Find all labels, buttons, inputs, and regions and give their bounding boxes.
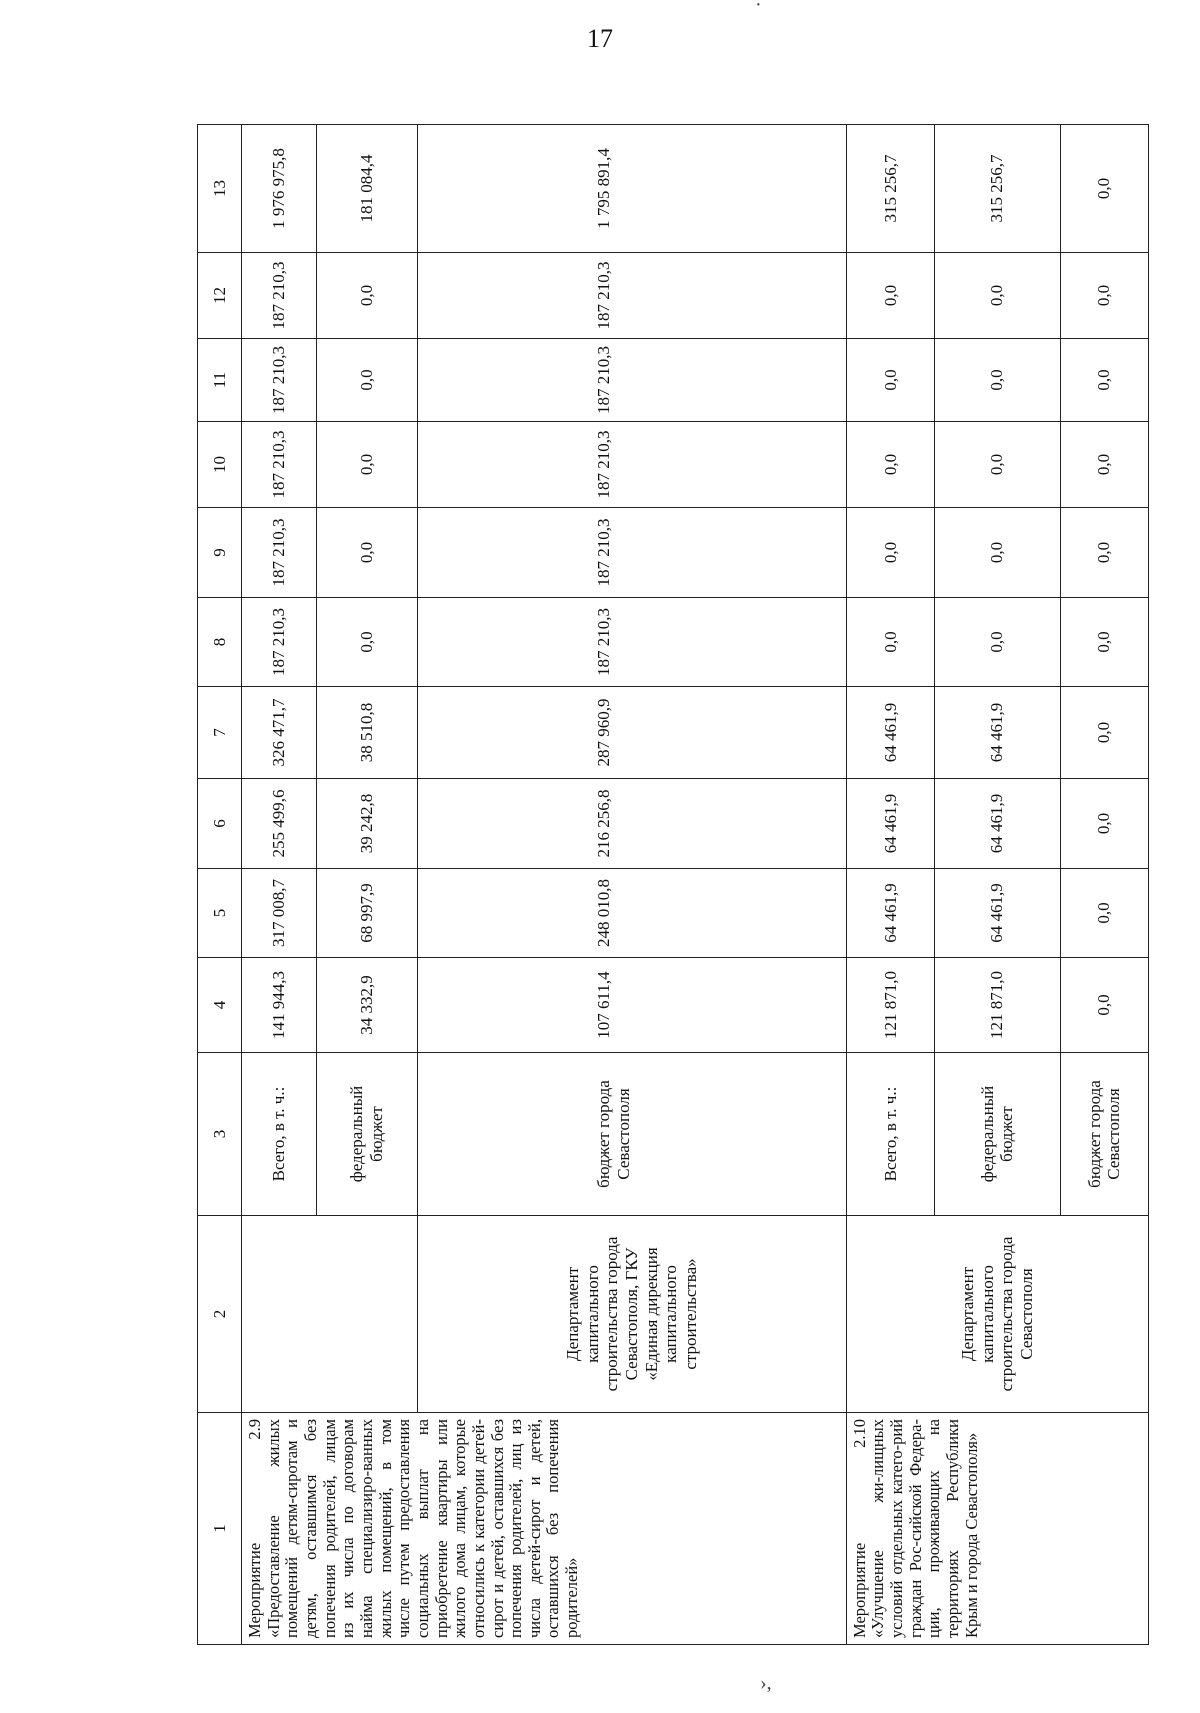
value-cell: 1 795 891,4	[590, 125, 846, 253]
column-header: 9	[198, 508, 242, 598]
value-cell: 0,0	[1060, 687, 1148, 779]
value-cell: 187 210,3	[590, 422, 846, 508]
value-cell: 326 471,7	[242, 687, 317, 779]
funding-category: бюджет города Севастополя	[1060, 1053, 1148, 1216]
column-header: 5	[198, 869, 242, 958]
responsible-department: Департамент капитального строительства города Севастополя	[846, 1216, 1148, 1413]
empty-cell	[418, 125, 591, 253]
value-cell: 0,0	[935, 598, 1060, 687]
column-header: 12	[198, 253, 242, 339]
value-cell: 0,0	[317, 508, 418, 598]
value-cell: 181 084,4	[317, 125, 418, 253]
empty-cell	[418, 508, 591, 598]
value-cell: 38 510,8	[317, 687, 418, 779]
value-cell: 0,0	[935, 339, 1060, 422]
value-cell: 248 010,8	[590, 869, 846, 958]
value-cell: 0,0	[1060, 598, 1148, 687]
value-cell: 0,0	[1060, 422, 1148, 508]
column-header: 7	[198, 687, 242, 779]
column-header: 4	[198, 958, 242, 1053]
value-cell: 0,0	[846, 508, 934, 598]
value-cell: 317 008,7	[242, 869, 317, 958]
funding-category: Всего, в т. ч.:	[846, 1053, 934, 1216]
scan-mark-top: ·	[755, 0, 762, 16]
empty-cell	[242, 1216, 317, 1413]
value-cell: 141 944,3	[242, 958, 317, 1053]
value-cell: 0,0	[1060, 508, 1148, 598]
value-cell: 0,0	[846, 598, 934, 687]
column-header: 11	[198, 339, 242, 422]
responsible-department: Департамент капитального строительства города Севастополя, ГКУ «Единая дирекция капитального строительства»	[418, 1216, 847, 1413]
scan-mark-bottom: ›,	[760, 1672, 772, 1694]
value-cell: 64 461,9	[935, 869, 1060, 958]
value-cell: 0,0	[846, 339, 934, 422]
funding-category: федеральный бюджет	[935, 1053, 1060, 1216]
table-row	[846, 125, 934, 1645]
value-cell: 287 960,9	[590, 687, 846, 779]
value-cell: 187 210,3	[242, 339, 317, 422]
value-cell: 187 210,3	[242, 598, 317, 687]
action-2-10-description: Мероприятие 2.10 «Улучшение жи-лищных условий отдельных катего-рий граждан Рос-сийской Федера-ции, проживающих на территориях Республики Крым и города Севастополя»	[846, 1413, 1148, 1645]
value-cell: 0,0	[317, 339, 418, 422]
column-header: 8	[198, 598, 242, 687]
value-cell: 64 461,9	[935, 779, 1060, 869]
value-cell: 39 242,8	[317, 779, 418, 869]
funding-category: Всего, в т. ч.:	[242, 1053, 317, 1216]
value-cell: 0,0	[317, 598, 418, 687]
column-header: 2	[198, 1216, 242, 1413]
empty-cell	[418, 253, 591, 339]
value-cell: 0,0	[1060, 253, 1148, 339]
value-cell: 107 611,4	[590, 958, 846, 1053]
empty-cell	[418, 958, 591, 1053]
value-cell: 1 976 975,8	[242, 125, 317, 253]
value-cell: 0,0	[846, 422, 934, 508]
action-2-9-description: Мероприятие 2.9 «Предоставление жилых помещений детям-сиротам и детям, оставшимся без попечения родителей, лицам из их числа по договорам найма специализиро-ванных жилых помещений, в том числе путем предоставления социальных выплат на приобретение квартиры или жилого дома лицам, которые относились к категории детей-сирот и детей, оставшихся без попечения родителей, лиц из числа детей-сирот и детей, оставшихся без попечения родителей»	[242, 1413, 847, 1645]
value-cell: 187 210,3	[590, 598, 846, 687]
column-header: 1	[198, 1413, 242, 1645]
value-cell: 187 210,3	[242, 253, 317, 339]
value-cell: 0,0	[1060, 779, 1148, 869]
empty-cell	[418, 339, 591, 422]
value-cell: 0,0	[935, 253, 1060, 339]
value-cell: 0,0	[935, 508, 1060, 598]
funding-category: федеральный бюджет	[317, 1053, 418, 1216]
value-cell: 121 871,0	[846, 958, 934, 1053]
value-cell: 0,0	[317, 422, 418, 508]
empty-cell	[418, 779, 591, 869]
column-header: 10	[198, 422, 242, 508]
column-number-row	[198, 125, 242, 1645]
rotated-table-container	[197, 125, 1149, 1645]
value-cell: 315 256,7	[846, 125, 934, 253]
value-cell: 64 461,9	[846, 687, 934, 779]
empty-cell	[418, 687, 591, 779]
value-cell: 0,0	[846, 253, 934, 339]
value-cell: 187 210,3	[590, 508, 846, 598]
column-header: 13	[198, 125, 242, 253]
value-cell: 216 256,8	[590, 779, 846, 869]
value-cell: 64 461,9	[846, 869, 934, 958]
empty-cell	[418, 422, 591, 508]
value-cell: 255 499,6	[242, 779, 317, 869]
value-cell: 0,0	[935, 422, 1060, 508]
value-cell: 187 210,3	[590, 253, 846, 339]
value-cell: 0,0	[1060, 958, 1148, 1053]
value-cell: 187 210,3	[590, 339, 846, 422]
column-header: 3	[198, 1053, 242, 1216]
value-cell: 0,0	[1060, 339, 1148, 422]
page-number: 17	[587, 24, 613, 53]
value-cell: 0,0	[317, 253, 418, 339]
empty-cell	[317, 1216, 418, 1413]
value-cell: 64 461,9	[935, 687, 1060, 779]
value-cell: 68 997,9	[317, 869, 418, 958]
empty-cell	[418, 869, 591, 958]
value-cell: 34 332,9	[317, 958, 418, 1053]
empty-cell	[418, 1053, 591, 1216]
value-cell: 0,0	[1060, 125, 1148, 253]
value-cell: 187 210,3	[242, 508, 317, 598]
value-cell: 121 871,0	[935, 958, 1060, 1053]
funding-category: бюджет города Севастополя	[590, 1053, 846, 1216]
funding-table	[197, 124, 1149, 1645]
value-cell: 0,0	[1060, 869, 1148, 958]
column-header: 6	[198, 779, 242, 869]
empty-cell	[418, 598, 591, 687]
table-row	[242, 125, 317, 1645]
value-cell: 64 461,9	[846, 779, 934, 869]
value-cell: 315 256,7	[935, 125, 1060, 253]
value-cell: 187 210,3	[242, 422, 317, 508]
